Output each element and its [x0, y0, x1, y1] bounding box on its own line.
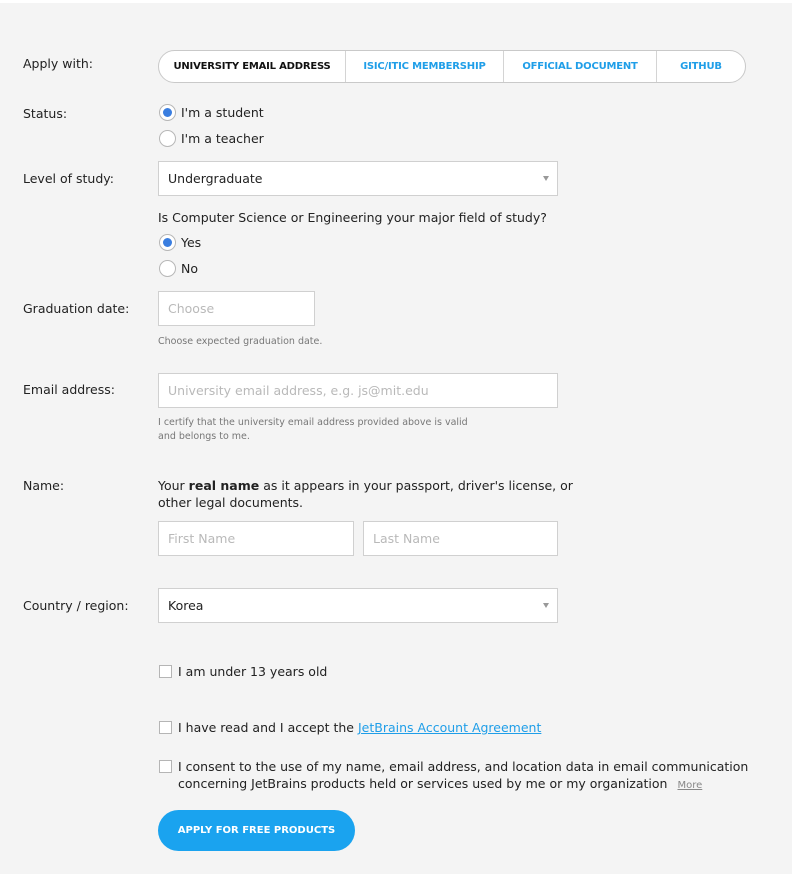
under-13-checkbox[interactable]: [159, 665, 172, 678]
major-no-label: No: [181, 261, 198, 276]
status-label: Status:: [23, 106, 68, 121]
name-intro-post: as it appears in your passport, driver's license, or: [259, 478, 573, 493]
status-teacher-radio[interactable]: [159, 130, 264, 147]
tab-isic-itic[interactable]: ISIC/ITIC MEMBERSHIP: [346, 51, 504, 82]
agreement-text: I have read and I accept the: [178, 720, 358, 735]
chevron-down-icon: [543, 603, 549, 608]
apply-method-tabs: [158, 50, 746, 83]
level-of-study-value: Undergraduate: [168, 171, 263, 186]
consent-checkbox[interactable]: [159, 760, 172, 773]
name-intro-line2: other legal documents.: [158, 495, 304, 510]
agreement-label: [178, 719, 541, 736]
graduation-date-label: Graduation date:: [23, 301, 130, 316]
major-yes-label: Yes: [181, 235, 202, 250]
name-intro: [158, 477, 573, 511]
consent-line1: I consent to the use of my name, email address, and location data in email communication: [178, 759, 749, 774]
tab-github[interactable]: GITHUB: [680, 61, 722, 72]
apply-with-label: Apply with:: [23, 56, 93, 71]
email-hint-line2: and belongs to me.: [158, 431, 250, 442]
apply-button[interactable]: APPLY FOR FREE PRODUCTS: [158, 810, 355, 851]
level-of-study-select[interactable]: [158, 161, 558, 196]
radio-unselected-icon: [159, 130, 176, 147]
email-input[interactable]: University email address, e.g. js@mit.edu: [158, 373, 558, 408]
country-value: Korea: [168, 598, 204, 613]
graduation-date-input[interactable]: Choose: [158, 291, 315, 326]
name-label: Name:: [23, 478, 65, 493]
last-name-input[interactable]: Last Name: [363, 521, 558, 556]
chevron-down-icon: [543, 176, 549, 181]
first-name-input[interactable]: First Name: [158, 521, 354, 556]
name-intro-bold: real name: [188, 478, 260, 493]
status-student-radio[interactable]: [159, 104, 264, 121]
country-select[interactable]: [158, 588, 558, 623]
more-link[interactable]: More: [677, 780, 703, 791]
major-question: Is Computer Science or Engineering your major field of study?: [158, 210, 547, 225]
under-13-label: I am under 13 years old: [178, 664, 328, 679]
email-certify-hint: [158, 416, 468, 444]
radio-selected-icon: [159, 234, 176, 251]
graduation-date-hint: Choose expected graduation date.: [158, 336, 323, 347]
name-intro-pre: Your: [158, 478, 189, 493]
email-address-label: Email address:: [23, 382, 115, 397]
email-hint-line1: I certify that the university email address provided above is valid: [158, 417, 468, 428]
account-agreement-link[interactable]: JetBrains Account Agreement: [357, 720, 542, 735]
top-edge: [0, 0, 792, 3]
consent-line2: concerning JetBrains products held or services used by me or my organization: [178, 776, 668, 791]
tab-university-email[interactable]: UNIVERSITY EMAIL ADDRESS: [159, 51, 346, 82]
country-region-label: Country / region:: [23, 598, 129, 613]
major-no-radio[interactable]: [159, 260, 198, 277]
radio-unselected-icon: [159, 260, 176, 277]
tab-official-document[interactable]: OFFICIAL DOCUMENT: [504, 51, 657, 82]
level-of-study-label: Level of study:: [23, 171, 114, 186]
consent-label: [178, 758, 748, 794]
major-yes-radio[interactable]: [159, 234, 201, 251]
radio-selected-icon: [159, 104, 176, 121]
status-student-label: I'm a student: [181, 105, 264, 120]
agreement-checkbox[interactable]: [159, 721, 172, 734]
status-teacher-label: I'm a teacher: [181, 131, 264, 146]
